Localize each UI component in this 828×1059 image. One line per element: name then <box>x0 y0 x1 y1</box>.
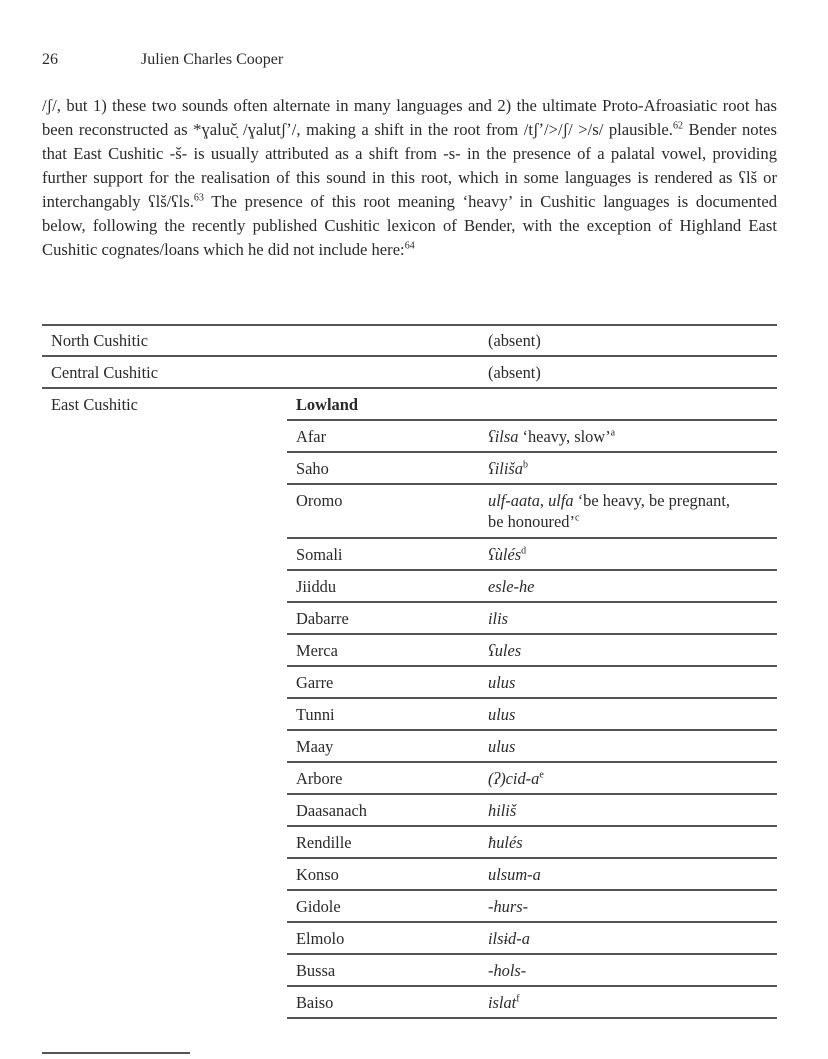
body-paragraph <box>42 94 777 262</box>
language-name: Bussa <box>296 961 336 980</box>
reflex-cell <box>488 490 748 532</box>
reflex-cell <box>488 426 748 447</box>
table-row-central-cushitic <box>42 356 777 387</box>
language-name: Maay <box>296 737 334 756</box>
table-row-north-cushitic <box>42 324 777 355</box>
reflex-gloss: ‘be heavy, be pregnant, be honoured’ <box>488 491 731 531</box>
reflex-gloss: ‘heavy, slow’ <box>518 427 611 446</box>
footnote-ref-62[interactable]: 62 <box>672 120 683 132</box>
reflex-form: esle-he <box>488 577 535 596</box>
reflex-form: -hurs- <box>488 897 529 916</box>
reflex-form: (absent) <box>488 363 541 382</box>
reflex-form: ulus <box>488 705 516 724</box>
language-name: Konso <box>296 865 339 884</box>
table-row-east-cushitic <box>42 388 777 419</box>
reflex-cell <box>488 544 748 565</box>
reflex-form: (ʔ)cid-a <box>488 769 540 788</box>
reflex-cell <box>488 768 748 789</box>
table-row-language <box>42 858 777 889</box>
table-row-language <box>42 484 777 537</box>
table-row-language <box>42 762 777 793</box>
table-row-language <box>42 420 777 451</box>
language-name: Jiiddu <box>296 577 337 596</box>
table-row-language <box>42 666 777 697</box>
language-name: Baiso <box>296 993 334 1012</box>
language-name: Gidole <box>296 897 341 916</box>
table-row-language <box>42 570 777 601</box>
table-row-language <box>42 986 777 1017</box>
language-name: Merca <box>296 641 338 660</box>
table-row-language <box>42 634 777 665</box>
table-row-language <box>42 730 777 761</box>
subgroup-heading: Lowland <box>296 395 358 414</box>
language-name: Elmolo <box>296 929 345 948</box>
table-row-language <box>42 538 777 569</box>
reflex-form: ħulés <box>488 833 523 852</box>
reflex-cell <box>488 960 748 981</box>
table-row-language <box>42 698 777 729</box>
reflex-cell <box>488 832 748 853</box>
page-number: 26 <box>42 51 58 68</box>
reflex-form: ulf-aata <box>488 491 540 510</box>
reflex-form: ʕùlés <box>488 545 522 564</box>
table-note-ref[interactable]: f <box>516 993 520 1005</box>
reflex-cell <box>488 896 748 917</box>
reflex-form: -hols- <box>488 961 527 980</box>
reflex-form: islat <box>488 993 517 1012</box>
table-row-language <box>42 452 777 483</box>
reflex-cell <box>488 608 748 629</box>
reflex-cell <box>488 458 748 479</box>
table-note-ref[interactable]: b <box>522 459 528 471</box>
reflex-separator: , <box>539 491 549 510</box>
reflex-cell <box>488 864 748 885</box>
reflex-form-alt: ulfa <box>548 491 574 510</box>
table-note-ref[interactable]: e <box>539 769 544 781</box>
table-row-language <box>42 890 777 921</box>
language-name: Tunni <box>296 705 335 724</box>
table-row-language <box>42 794 777 825</box>
footnote-separator <box>42 1052 190 1054</box>
language-name: Afar <box>296 427 327 446</box>
table-note-ref[interactable]: a <box>610 427 616 439</box>
paragraph-text: Bender notes that East Cushitic -š- is usually attributed as a shift from -s- in the presence of a palatal vowel, providing further support for the realisation of this sound in this root, which in some languages is rendered as ʕlš or interchangably ʕlš/ʕls. <box>42 120 777 211</box>
language-name: Garre <box>296 673 334 692</box>
reflex-cell <box>488 800 748 821</box>
language-name: Arbore <box>296 769 343 788</box>
language-name: Saho <box>296 459 329 478</box>
language-name: Somali <box>296 545 343 564</box>
reflex-form: ilis <box>488 609 509 628</box>
table-row-language <box>42 922 777 953</box>
reflex-form: (absent) <box>488 331 541 350</box>
language-name: Oromo <box>296 491 343 510</box>
reflex-cell <box>488 640 748 661</box>
table-row-language <box>42 954 777 985</box>
reflex-cell <box>488 928 748 949</box>
reflex-cell <box>488 576 748 597</box>
row-rule <box>287 1017 777 1019</box>
language-name: Daasanach <box>296 801 367 820</box>
reflex-cell <box>488 704 748 725</box>
running-head-author: Julien Charles Cooper <box>141 51 284 68</box>
reflex-cell <box>488 736 748 757</box>
table-note-ref[interactable]: c <box>574 512 580 524</box>
branch-name: East Cushitic <box>51 395 138 414</box>
table-row-language <box>42 826 777 857</box>
reflex-form: ilsɨd-a <box>488 929 530 948</box>
reflex-form: ulus <box>488 737 516 756</box>
footnote-ref-63[interactable]: 63 <box>193 192 204 204</box>
reflex-form: ʕilsa <box>488 427 519 446</box>
reflex-form: ʕiliša <box>488 459 523 478</box>
reflex-form: ulus <box>488 673 516 692</box>
table-row-language <box>42 602 777 633</box>
language-name: Dabarre <box>296 609 349 628</box>
branch-name: North Cushitic <box>51 331 148 350</box>
branch-name: Central Cushitic <box>51 363 158 382</box>
reflex-form: ʕules <box>488 641 522 660</box>
paragraph-text: The presence of this root meaning ‘heavy’ in Cushitic languages is documented below, following the recently published Cushitic lexicon of Bender, with the exception of Highland East Cushitic cognates/loans which he did not include here: <box>42 192 777 259</box>
reflex-form: ulsum-a <box>488 865 541 884</box>
table-note-ref[interactable]: d <box>521 545 527 557</box>
footnote-ref-64[interactable]: 64 <box>404 240 415 252</box>
reflex-cell <box>488 672 748 693</box>
paragraph-text: /ʃ/, but 1) these two sounds often alternate in many languages and 2) the ultimate Proto-Afroasiatic root has been reconstructed as *ɣaluč̣ /ɣalutʃʼ/, making a shift in the root from /tʃʼ/>/ʃ/ >/s/ plausible. <box>42 96 777 139</box>
reflex-cell <box>488 992 748 1013</box>
reflex-form: hiliš <box>488 801 517 820</box>
language-name: Rendille <box>296 833 352 852</box>
